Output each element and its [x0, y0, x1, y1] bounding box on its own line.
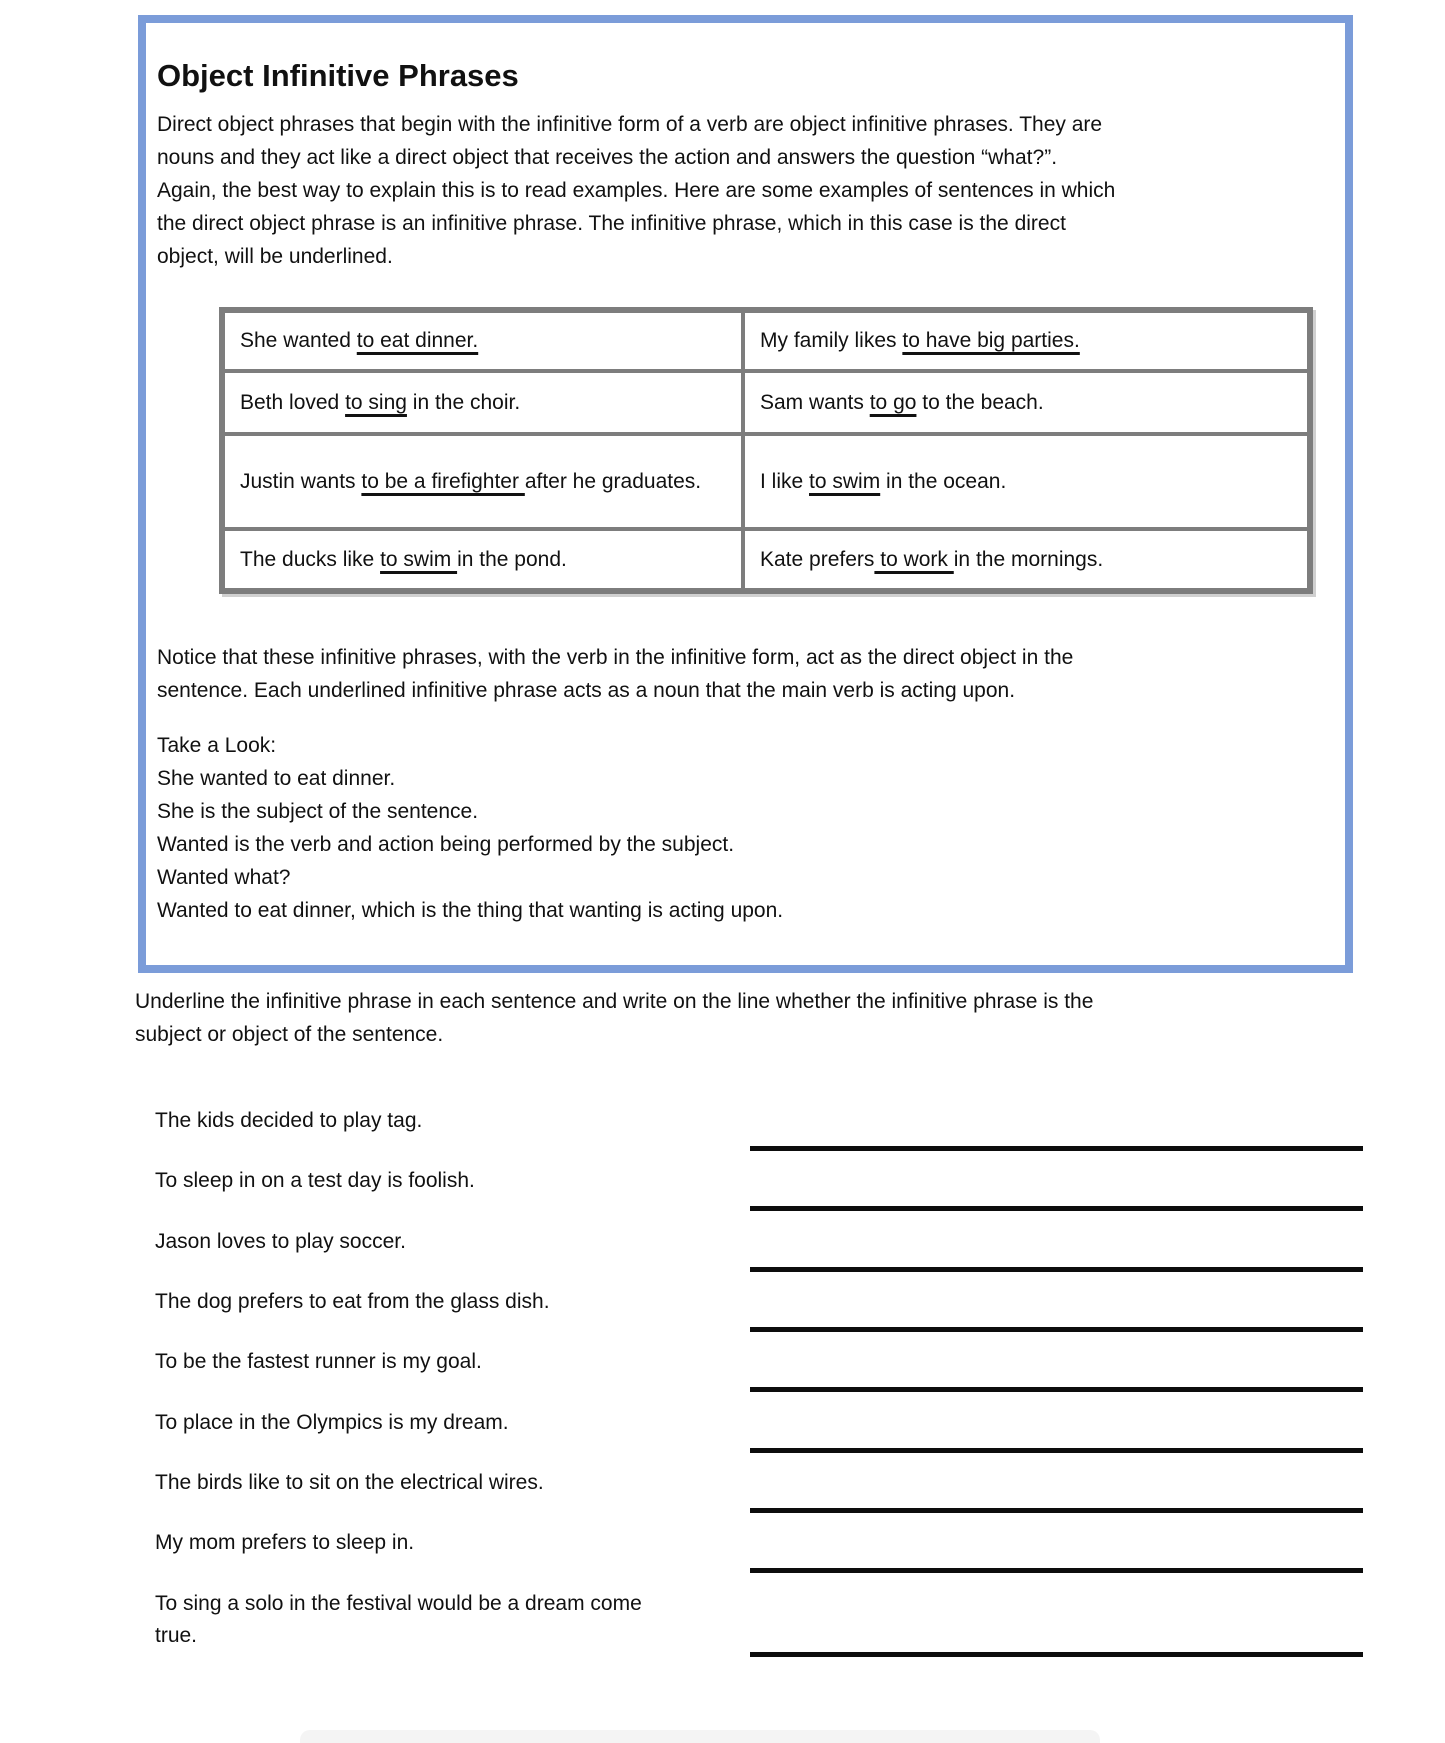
lesson-box: [138, 15, 1353, 973]
intro-line: Direct object phrases that begin with the infinitive form of a verb are object infinitive phrases. They are: [157, 113, 1103, 136]
intro-line: Again, the best way to explain this is to read examples. Here are some examples of sentences in which: [157, 179, 1116, 202]
exercise-instructions: [135, 985, 1350, 1051]
instructions-line: subject or object of the sentence.: [135, 1023, 444, 1046]
answer-blank-6[interactable]: [750, 1448, 1363, 1453]
sentence-segment: in the ocean.: [880, 469, 1007, 493]
intro-line: object, will be underlined.: [157, 245, 393, 268]
answer-blank-2[interactable]: [750, 1206, 1363, 1211]
infinitive-underline: to go: [869, 390, 917, 414]
sentence-segment: after he graduates.: [524, 469, 702, 493]
exercise-sentence-1: The kids decided to play tag.: [155, 1109, 423, 1132]
example-cell: [743, 310, 1310, 371]
sentence-segment: Beth loved: [240, 390, 346, 414]
page-edge-artifact: [300, 1730, 1100, 1743]
answer-blank-3[interactable]: [750, 1267, 1363, 1272]
example-cell: [222, 434, 743, 529]
exercise-sentence-4: The dog prefers to eat from the glass dish.: [155, 1290, 550, 1313]
notice-line: sentence. Each underlined infinitive phrase acts as a noun that the main verb is acting upon.: [157, 679, 1016, 702]
sentence-segment: Sam wants: [760, 390, 870, 414]
instructions-line: Underline the infinitive phrase in each sentence and write on the line whether the infinitive phrase is the: [135, 990, 1094, 1013]
exercise-sentence-5: To be the fastest runner is my goal.: [155, 1350, 482, 1373]
intro-line: the direct object phrase is an infinitive phrase. The infinitive phrase, which in this case is the direct: [157, 212, 1066, 235]
take-a-look-line: She is the subject of the sentence.: [157, 800, 479, 823]
table-row: [222, 434, 1310, 529]
notice-line: Notice that these infinitive phrases, with the verb in the infinitive form, act as the direct object in the: [157, 646, 1074, 669]
infinitive-underline: to swim: [380, 547, 458, 571]
infinitive-underline: to sing: [345, 390, 407, 414]
table-row: [222, 371, 1310, 434]
exercise-sentence-9: To sing a solo in the festival would be a dream come true.: [155, 1592, 642, 1647]
table-row: [222, 310, 1310, 371]
answer-blank-8[interactable]: [750, 1568, 1363, 1573]
sentence-segment: in the pond.: [457, 547, 567, 571]
lesson-title: Object Infinitive Phrases: [157, 57, 519, 93]
lesson-intro: [157, 108, 1347, 273]
answer-blank-1[interactable]: [750, 1146, 1363, 1151]
take-a-look-line: Wanted to eat dinner, which is the thing that wanting is acting upon.: [157, 899, 784, 922]
example-cell: [743, 434, 1310, 529]
sentence-segment: Kate prefers: [760, 547, 875, 571]
take-a-look-line: She wanted to eat dinner.: [157, 767, 396, 790]
exercise-sentence-2: To sleep in on a test day is foolish.: [155, 1169, 475, 1192]
infinitive-underline: to be a firefighter: [361, 469, 525, 493]
infinitive-underline: to work: [874, 547, 954, 571]
example-cell: [222, 371, 743, 434]
sentence-segment: in the choir.: [406, 390, 521, 414]
sentence-segment: I like: [760, 469, 810, 493]
sentence-segment: My family likes: [760, 329, 903, 352]
intro-line: nouns and they act like a direct object that receives the action and answers the question “what?”.: [157, 146, 1058, 169]
sentence-segment: to the beach.: [916, 390, 1044, 414]
sentence-segment: in the mornings.: [953, 547, 1104, 571]
notice-paragraph: [157, 641, 1347, 707]
exercise-sentence-6: To place in the Olympics is my dream.: [155, 1411, 509, 1434]
sentence-segment: The ducks like: [240, 547, 381, 571]
exercise-sentence-7: The birds like to sit on the electrical wires.: [155, 1471, 544, 1494]
examples-table: [219, 307, 1313, 594]
exercise-sentence-8: My mom prefers to sleep in.: [155, 1531, 415, 1554]
take-a-look-line: Wanted is the verb and action being performed by the subject.: [157, 833, 735, 856]
infinitive-underline: to eat dinner.: [356, 329, 479, 352]
answer-blank-9[interactable]: [750, 1652, 1363, 1657]
example-cell: [743, 529, 1310, 591]
answer-blank-4[interactable]: [750, 1327, 1363, 1332]
answer-blank-5[interactable]: [750, 1387, 1363, 1392]
example-cell: [222, 310, 743, 371]
lesson-box-content: [146, 23, 1345, 965]
infinitive-underline: to swim: [809, 469, 881, 493]
answer-blank-7[interactable]: [750, 1508, 1363, 1513]
take-a-look-heading: Take a Look:: [157, 734, 277, 757]
sentence-segment: She wanted: [240, 329, 357, 352]
example-cell: [743, 371, 1310, 434]
table-row: [222, 529, 1310, 591]
take-a-look-line: Wanted what?: [157, 866, 291, 889]
infinitive-underline: to have big parties.: [902, 329, 1080, 352]
sentence-segment: Justin wants: [240, 469, 362, 493]
take-a-look-block: [157, 729, 1347, 927]
exercise-sentence-3: Jason loves to play soccer.: [155, 1230, 406, 1253]
example-cell: [222, 529, 743, 591]
